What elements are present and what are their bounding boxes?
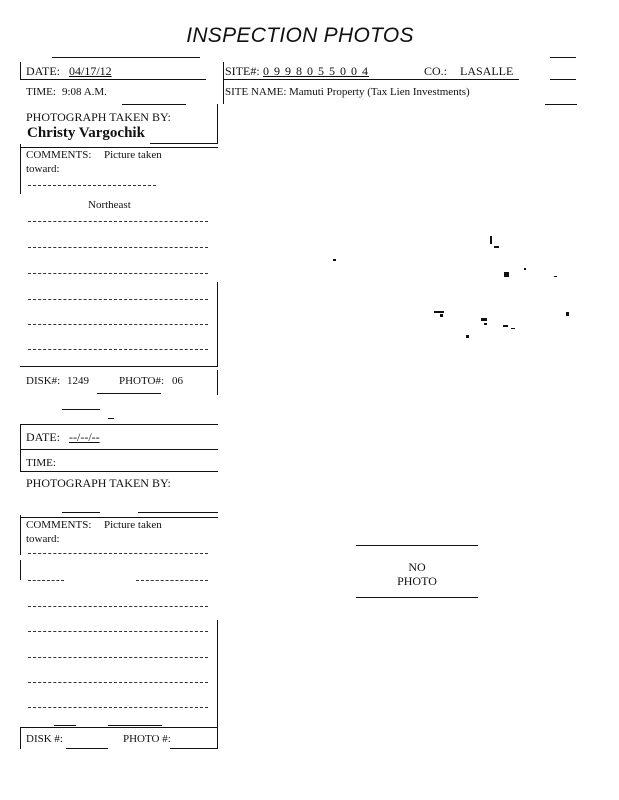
photo2-line-2b <box>136 580 208 581</box>
photo1-disk: 1249 <box>67 375 89 387</box>
photo1-date-border <box>20 62 21 79</box>
photo1-taken-by-rule <box>150 143 218 144</box>
photo2-disk-mark-1 <box>54 725 76 726</box>
header-rule-left <box>52 57 200 58</box>
photo1-taken-by: Christy Vargochik <box>27 125 145 141</box>
site-label: SITE#: <box>225 64 260 78</box>
site-border <box>223 62 224 104</box>
no-photo-top-rule <box>356 545 478 546</box>
photo2-right-border <box>217 620 218 748</box>
photo1-direction: Northeast <box>88 199 131 211</box>
county: LASALLE <box>460 64 514 78</box>
photo2-date: --/--/-- <box>69 430 100 444</box>
photo2-top-mark-2 <box>108 418 114 419</box>
photo2-top-mark-1 <box>62 409 100 410</box>
photo2-time-label: TIME: <box>26 457 56 469</box>
photo2-left-border-mid <box>20 560 21 580</box>
photo2-line-7 <box>28 707 208 708</box>
photo2-photo-underline <box>170 748 218 749</box>
photo2-date-rule <box>20 449 218 450</box>
photo1-line-5 <box>28 324 208 325</box>
site-name-label: SITE NAME: <box>225 86 287 98</box>
photo1-photo-label: PHOTO#: <box>119 375 165 387</box>
site-rule <box>223 79 519 80</box>
photo1-time-rule <box>122 104 186 105</box>
photo2-date-label: DATE: <box>26 430 60 444</box>
photo2-disk-label: DISK #: <box>26 733 63 745</box>
photo1-comments-label: COMMENTS: <box>26 149 92 161</box>
site-number: 0 9 9 8 0 5 5 0 0 4 <box>263 64 369 78</box>
photo1-line-2 <box>28 247 208 248</box>
header-rule-right <box>550 57 576 58</box>
photo1-disk-underline <box>97 393 161 394</box>
photo1-taken-by-label: PHOTOGRAPH TAKEN BY: <box>26 110 171 124</box>
site-name: Mamuti Property (Tax Lien Investments) <box>289 86 470 98</box>
photo2-comments-label: COMMENTS: <box>26 519 92 531</box>
photo2-taken-by-mark <box>62 512 100 513</box>
page-title: INSPECTION PHOTOS <box>186 24 414 47</box>
photo2-disk-mark-2 <box>108 725 162 726</box>
header-rule-right-2 <box>550 79 576 80</box>
photo2-top-rule <box>20 424 218 425</box>
photo2-comments-border <box>20 515 21 555</box>
photo1-date-label: DATE: <box>26 64 60 78</box>
photo1-comments-rule <box>20 147 218 148</box>
photo2-disk-underline <box>66 748 108 749</box>
photo1-photo: 06 <box>172 375 183 387</box>
photo2-photo-label: PHOTO #: <box>123 733 171 745</box>
photo1-comments-toward: toward: <box>26 163 60 175</box>
photo1-date-rule <box>20 79 206 80</box>
photo2-line-6 <box>28 682 208 683</box>
photo2-taken-by-rule <box>138 512 218 513</box>
photo1-line-3 <box>28 273 208 274</box>
photo1-line-6 <box>28 349 208 350</box>
photo2-line-4 <box>28 631 208 632</box>
photo2-line-5 <box>28 657 208 658</box>
photo1-blank-line <box>28 185 156 186</box>
photo2-line-3 <box>28 606 208 607</box>
photo2-taken-by-label: PHOTOGRAPH TAKEN BY: <box>26 476 171 490</box>
photo2-comments-text: Picture taken <box>104 519 162 531</box>
photo1-comments-text: Picture taken <box>104 149 162 161</box>
photo1-right-border <box>217 282 218 366</box>
photo2-comments-toward: toward: <box>26 533 60 545</box>
photo1-disk-border <box>217 370 218 395</box>
photo1-disk-label: DISK#: <box>26 375 61 387</box>
photo1-date: 04/17/12 <box>69 64 112 78</box>
no-photo-bottom-rule <box>356 597 478 598</box>
header-rule-right-3 <box>545 104 577 105</box>
no-photo-line-1: NO <box>408 560 426 574</box>
photo2-left-border-bottom <box>20 727 21 749</box>
photo1-disk-rule <box>20 366 218 367</box>
photo2-line-1 <box>28 553 208 554</box>
photo2-line-2a <box>28 580 64 581</box>
photo2-comments-rule <box>20 517 218 518</box>
no-photo-label <box>356 560 478 588</box>
photo2-disk-rule <box>20 727 218 728</box>
photo1-mid-border <box>217 104 218 144</box>
photo2-time-rule <box>20 471 218 472</box>
photo2-left-border-top <box>20 424 21 472</box>
no-photo-line-2: PHOTO <box>397 574 437 588</box>
county-label: CO.: <box>424 64 448 78</box>
photo1-line-1 <box>28 221 208 222</box>
photo1-line-4 <box>28 299 208 300</box>
photo1-comments-border <box>20 144 21 194</box>
photo1-time: 9:08 A.M. <box>62 86 107 98</box>
photo1-time-label: TIME: <box>26 86 56 98</box>
